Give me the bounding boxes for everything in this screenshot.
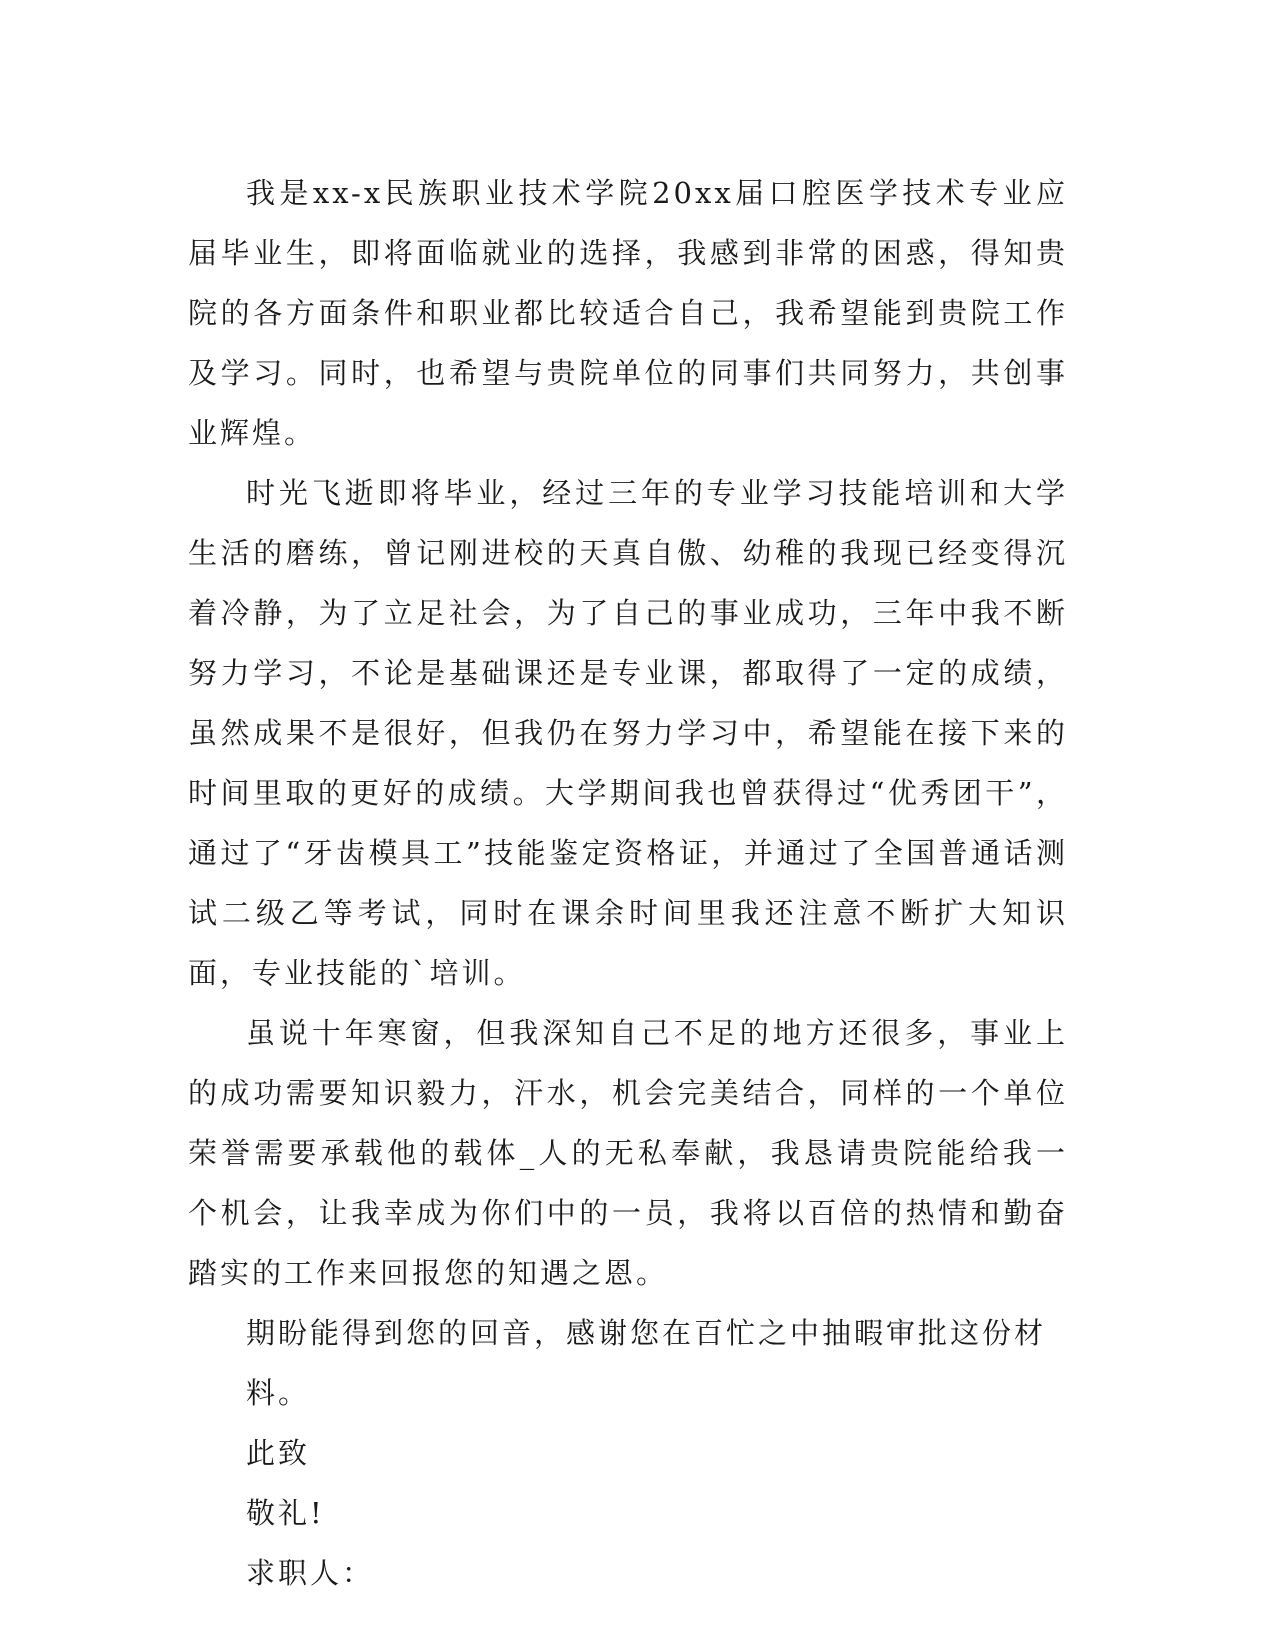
letter-body (188, 163, 1068, 1603)
paragraph-experience: 时光飞逝即将毕业，经过三年的专业学习技能培训和大学生活的磨练，曾记刚进校的天真自傲、幼稚的我现已经变得沉着冷静，为了立足社会，为了自己的事业成功，三年中我不断努力学习，不论是基础课还是专业课，都取得了一定的成绩，虽然成果不是很好，但我仍在努力学习中，希望能在接下来的时间里取的更好的成绩。大学期间我也曾获得过“优秀团干”，通过了“牙齿模具工”技能鉴定资格证，并通过了全国普通话测试二级乙等考试，同时在课余时间里我还注意不断扩大知识面，专业技能的`培训。 (188, 476, 1068, 990)
closing-regards: 敬礼! (246, 1496, 325, 1530)
paragraph-request: 虽说十年寒窗，但我深知自己不足的地方还很多，事业上的成功需要知识毅力，汗水，机会完美结合，同样的一个单位荣誉需要承载他的载体_人的无私奉献，我恳请贵院能给我一个机会，让我幸成为你们中的一员，我将以百倍的热情和勤奋踏实的工作来回报您的知遇之恩。 (188, 1016, 1068, 1290)
signature-line: 求职人： (246, 1556, 375, 1590)
closing-salutation: 此致 (246, 1436, 311, 1470)
paragraph-intro: 我是xx-x民族职业技术学院20xx届口腔医学技术专业应届毕业生，即将面临就业的选择，我感到非常的困惑，得知贵院的各方面条件和职业都比较适合自己，我希望能到贵院工作及学习。同时，也希望与贵院单位的同事们共同努力，共创事业辉煌。 (188, 176, 1068, 450)
closing-expectation: 期盼能得到您的回音，感谢您在百忙之中抽暇审批这份材料。 (246, 1316, 1047, 1410)
